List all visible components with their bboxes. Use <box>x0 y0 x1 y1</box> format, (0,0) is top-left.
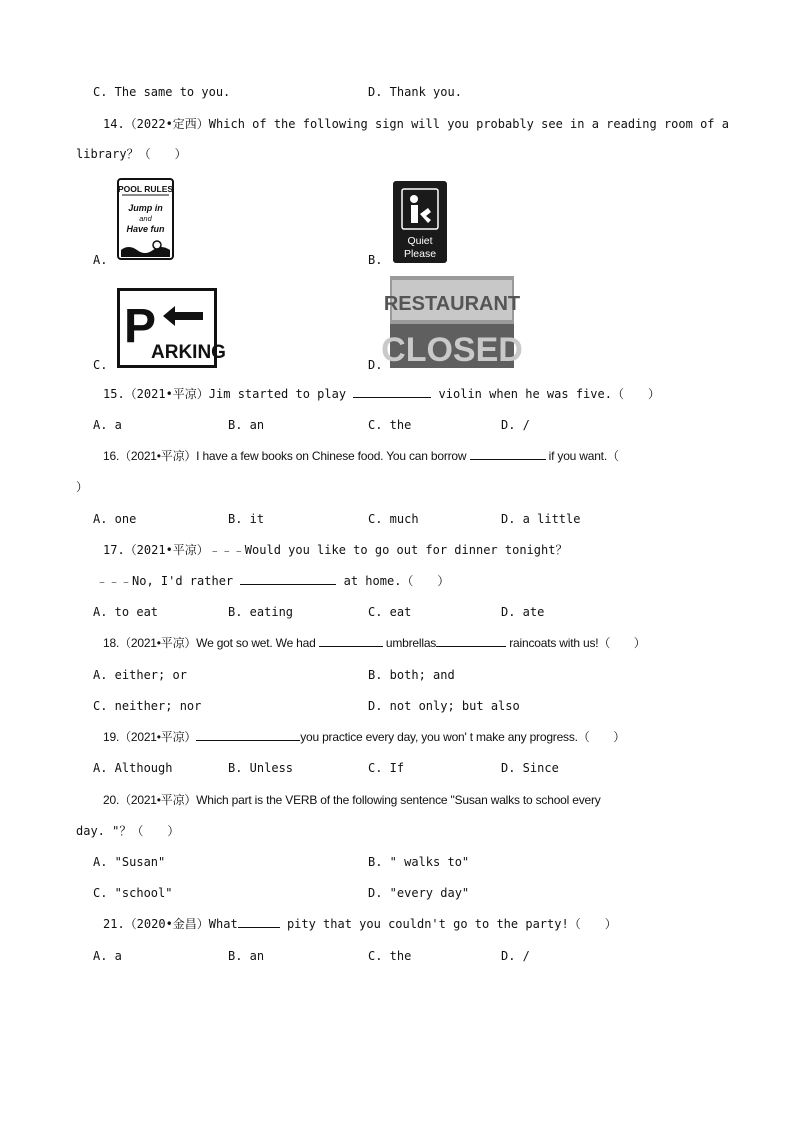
q18-option-a: A. either; or <box>93 668 187 682</box>
q17-option-d: D. ate <box>501 605 545 619</box>
q15-stem: 15.（2021•平凉）Jim started to play violin when he was five.（ ） <box>103 387 660 401</box>
parking-text: ARKING <box>151 342 226 363</box>
q17-option-b: B. eating <box>228 605 294 619</box>
pool-rules-text-1: Jump in <box>128 203 163 213</box>
q18-option-c: C. neither; nor <box>93 699 202 713</box>
q16-blank[interactable] <box>470 448 546 460</box>
q17-stem-line2: ﹣﹣﹣No, I'd rather at home.（ ） <box>96 574 450 588</box>
quiet-please-sign-image <box>393 181 447 266</box>
closed-text: CLOSED <box>381 331 523 369</box>
q15-option-a: A. a <box>93 418 122 432</box>
q18-stem: 18.（2021•平凉）We got so wet. We had umbrellas raincoats with us!（ ） <box>103 636 646 650</box>
q20-stem-line1: 20.（2021•平凉）Which part is the VERB of the following sentence "Susan walks to school every <box>103 793 601 807</box>
q18-blank-2[interactable] <box>436 635 506 647</box>
q14-label-b: B. <box>368 253 383 267</box>
quiet-text: Quiet <box>407 235 433 247</box>
q18-blank-1[interactable] <box>319 635 383 647</box>
pool-rules-text-3: Have fun <box>126 224 165 234</box>
q16-stem-line2: ） <box>76 480 89 494</box>
parking-letter-p: P <box>124 300 157 353</box>
pool-rules-sign-image <box>117 178 174 263</box>
restaurant-closed-sign-image <box>381 276 523 371</box>
q15-option-b: B. an <box>228 418 265 432</box>
restaurant-text: RESTAURANT <box>383 293 521 315</box>
q21-option-a: A. a <box>93 949 122 963</box>
q14-stem-line2: library？（ ） <box>76 147 187 161</box>
q14-label-c: C. <box>93 358 108 372</box>
q17-option-c: C. eat <box>368 605 412 619</box>
q14-label-a: A. <box>93 253 108 267</box>
q16-option-b: B. it <box>228 512 265 526</box>
q21-option-b: B. an <box>228 949 265 963</box>
q17-blank[interactable] <box>240 573 336 585</box>
q16-option-a: A. one <box>93 512 137 526</box>
q13-option-d: D. Thank you. <box>368 85 462 99</box>
q18-option-d: D. not only; but also <box>368 699 520 713</box>
q20-option-b: B. " walks to" <box>368 855 470 869</box>
pool-rules-text-2: and <box>139 214 152 223</box>
parking-sign-image <box>117 288 226 371</box>
q21-option-d: D. / <box>501 949 530 963</box>
q16-option-c: C. much <box>368 512 419 526</box>
q13-option-c: C. The same to you. <box>93 85 231 99</box>
q20-stem-line2: day. "？（ ） <box>76 824 180 838</box>
q17-stem-line1: 17.（2021•平凉）﹣﹣﹣Would you like to go out for dinner tonight？ <box>103 543 568 557</box>
q21-stem: 21.（2020•金昌）What pity that you couldn't go to the party!（ ） <box>103 917 617 931</box>
q20-option-d: D. "every day" <box>368 886 470 900</box>
q20-option-a: A. "Susan" <box>93 855 166 869</box>
q21-blank[interactable] <box>238 916 280 928</box>
q16-option-d: D. a little <box>501 512 581 526</box>
q20-option-c: C. "school" <box>93 886 173 900</box>
q19-option-b: B. Unless <box>228 761 294 775</box>
q19-blank[interactable] <box>196 729 300 741</box>
pool-rules-title: POOL RULES <box>117 184 174 194</box>
q15-option-c: C. the <box>368 418 412 432</box>
q21-option-c: C. the <box>368 949 412 963</box>
q16-stem: 16.（2021•平凉）I have a few books on Chinese food. You can borrow if you want.（ <box>103 449 619 463</box>
q19-stem: 19.（2021•平凉） you practice every day, you won' t make any progress.（ ） <box>103 730 625 744</box>
q19-option-c: C. If <box>368 761 405 775</box>
q17-option-a: A. to eat <box>93 605 159 619</box>
please-text: Please <box>403 248 437 260</box>
q19-option-a: A. Although <box>93 761 173 775</box>
q19-option-d: D. Since <box>501 761 559 775</box>
q18-option-b: B. both; and <box>368 668 455 682</box>
q14-label-d: D. <box>368 358 383 372</box>
q15-option-d: D. / <box>501 418 530 432</box>
q15-blank[interactable] <box>353 386 431 398</box>
q14-stem-line1: 14.（2022•定西）Which of the following sign will you probably see in a reading room of a <box>103 117 729 131</box>
